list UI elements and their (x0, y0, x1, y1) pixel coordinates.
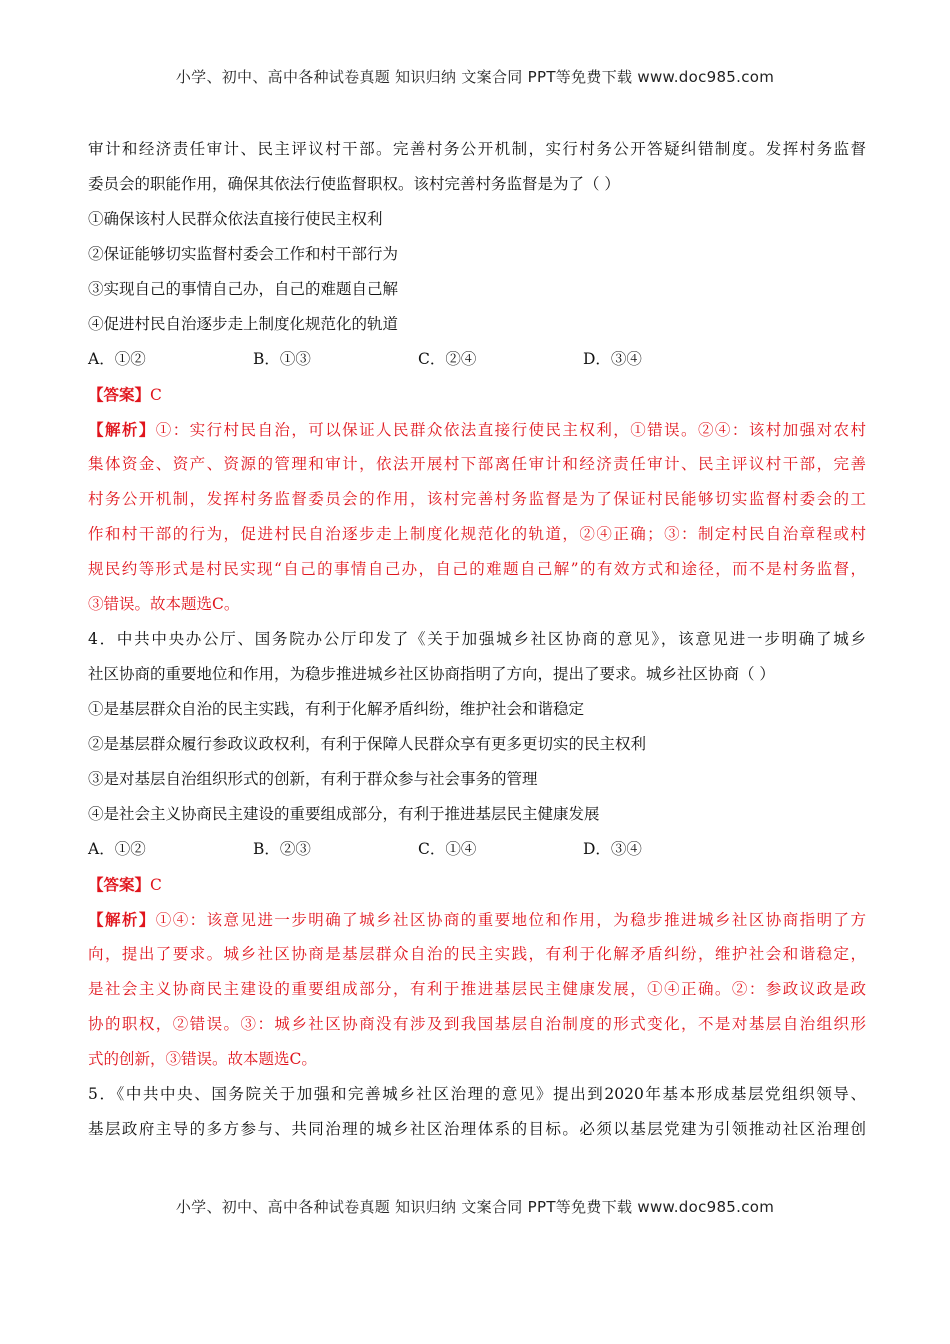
q4-item: ①是基层群众自治的民主实践，有利于化解矛盾纠纷，维护社会和谐稳定 (88, 700, 585, 718)
q4-analysis-label: 【解析】 (88, 910, 156, 929)
q3-analysis-label: 【解析】 (88, 420, 156, 439)
q3-item: ②保证能够切实监督村委会工作和村干部行为 (88, 245, 399, 263)
q4-analysis-line: 向，提出了要求。城乡社区协商是基层群众自治的民主实践，有利于化解矛盾纠纷，维护社会和谐稳定， (88, 945, 866, 963)
q3-analysis-line: 规民约等形式是村民实现“自己的事情自己办，自己的难题自己解”的有效方式和途径，而不是村务监督， (88, 560, 866, 578)
q4-item: ③是对基层自治组织形式的创新，有利于群众参与社会事务的管理 (88, 770, 538, 788)
q4-item: ②是基层群众履行参政议政权利，有利于保障人民群众享有更多更切实的民主权利 (88, 735, 647, 753)
q3-answer (88, 377, 866, 412)
q3-item: ①确保该村人民群众依法直接行使民主权利 (88, 210, 383, 228)
q3-item: ④促进村民自治逐步走上制度化规范化的轨道 (88, 315, 399, 333)
q4-options (88, 832, 866, 867)
q3-analysis-line: 作和村干部的行为，促进村民自治逐步走上制度化规范化的轨道，②④正确；③：制定村民自治章程或村 (88, 525, 866, 543)
q4-analysis-line (88, 902, 866, 937)
q4-analysis-line: 式的创新，③错误。故本题选C。 (88, 1050, 317, 1068)
q4-option-c: C．①④ (418, 840, 477, 858)
q3-stem-line: 委员会的职能作用，确保其依法行使监督职权。该村完善村务监督是为了（ ） (88, 175, 620, 193)
q3-option-d: D．③④ (583, 350, 642, 368)
q3-analysis-line: ③错误。故本题选C。 (88, 595, 240, 613)
q3-stem-line: 审计和经济责任审计、民主评议村干部。完善村务公开机制，实行村务公开答疑纠错制度。发挥村务监督 (88, 140, 866, 158)
page-footer: 小学、初中、高中各种试卷真题 知识归纳 文案合同 PPT等免费下载 www.doc985.com (175, 1198, 775, 1216)
q4-option-b: B．②③ (253, 840, 311, 858)
q5-stem-line: 5．《中共中央、国务院关于加强和完善城乡社区治理的意见》提出到2020年基本形成基层党组织领导、 (88, 1085, 866, 1103)
q3-analysis-line: 村务公开机制，发挥村务监督委员会的作用，该村完善村务监督是为了保证村民能够切实监督村委会的工 (88, 490, 866, 508)
q3-answer-value: C (150, 386, 162, 404)
document-body (88, 132, 866, 1147)
q4-answer-label: 【答案】 (88, 875, 151, 894)
q4-item: ④是社会主义协商民主建设的重要组成部分，有利于推进基层民主健康发展 (88, 805, 600, 823)
q3-answer-label: 【答案】 (88, 385, 151, 404)
q4-stem-line: 4．中共中央办公厅、国务院办公厅印发了《关于加强城乡社区协商的意见》，该意见进一步明确了城乡 (88, 630, 866, 648)
q3-option-a: A．①② (88, 350, 146, 368)
page-header: 小学、初中、高中各种试卷真题 知识归纳 文案合同 PPT等免费下载 www.doc985.com (175, 68, 775, 86)
q4-analysis-line: 是社会主义协商民主建设的重要组成部分，有利于推进基层民主健康发展，①④正确。②：参政议政是政 (88, 980, 866, 998)
q3-analysis-line (88, 412, 866, 447)
q4-analysis-line: 协的职权，②错误。③：城乡社区协商没有涉及到我国基层自治制度的形式变化，不是对基层自治组织形 (88, 1015, 866, 1033)
q4-option-a: A．①② (88, 840, 146, 858)
q4-option-d: D．③④ (583, 840, 642, 858)
q3-analysis-line: 集体资金、资产、资源的管理和审计，依法开展村下部离任审计和经济责任审计、民主评议村干部，完善 (88, 455, 866, 473)
q3-options (88, 342, 866, 377)
q3-analysis-text: ①：实行村民自治，可以保证人民群众依法直接行使民主权利，①错误。②④：该村加强对农村 (155, 421, 866, 439)
q3-option-c: C．②④ (418, 350, 477, 368)
q4-answer (88, 867, 866, 902)
q3-item: ③实现自己的事情自己办，自己的难题自己解 (88, 280, 399, 298)
q4-answer-value: C (150, 876, 162, 894)
q5-stem-line: 基层政府主导的多方参与、共同治理的城乡社区治理体系的目标。必须以基层党建为引领推动社区治理创 (88, 1120, 866, 1138)
q4-analysis-text: ①④：该意见进一步明确了城乡社区协商的重要地位和作用，为稳步推进城乡社区协商指明了方 (155, 911, 866, 929)
q4-stem-line: 社区协商的重要地位和作用，为稳步推进城乡社区协商指明了方向，提出了要求。城乡社区协商（ ） (88, 665, 775, 683)
q3-option-b: B．①③ (253, 350, 311, 368)
